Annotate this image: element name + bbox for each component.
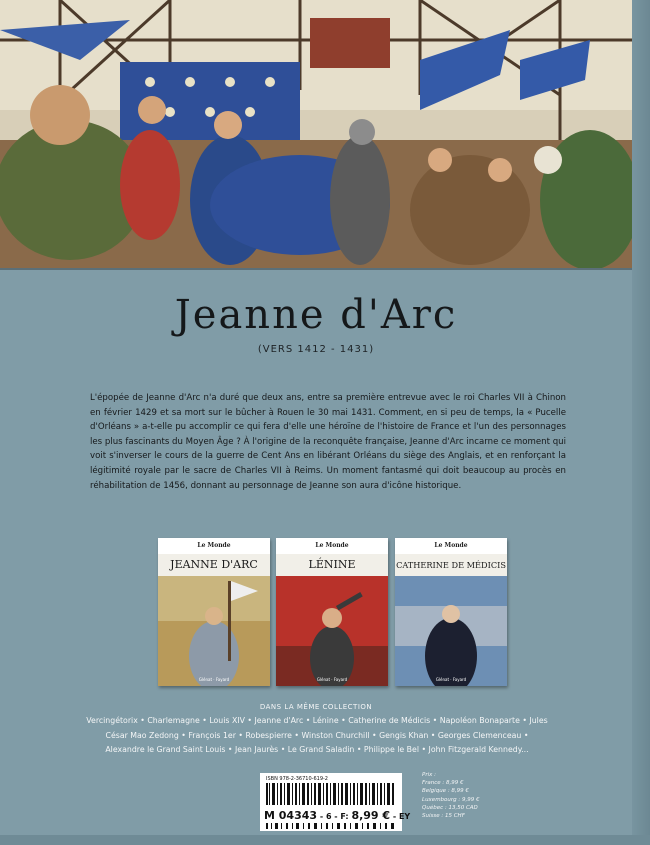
cover-bottom-edge: [0, 835, 650, 845]
barcode-suffix: - 6 - F:: [319, 812, 349, 821]
barcode-end: - EY: [392, 812, 411, 821]
procession-scene: [0, 0, 632, 268]
collection-covers: [0, 538, 632, 688]
price-label: Prix :: [422, 772, 436, 778]
cover-masthead: Le Monde: [158, 538, 270, 554]
price-france: France : 8,99 €: [422, 780, 464, 787]
cover-art-catherine: [395, 576, 507, 686]
cover-edge: [632, 0, 650, 845]
cover-jeanne-darc: [158, 538, 270, 686]
price-quebec: Québec : 13,50 CAD: [422, 804, 478, 811]
cover-masthead: Le Monde: [395, 538, 507, 554]
cover-title: LÉNINE: [308, 558, 356, 571]
cover-title: JEANNE D'ARC: [170, 558, 258, 571]
barcode-bars-small: [266, 823, 394, 829]
cover-publishers: Glénat · Fayard: [316, 677, 348, 682]
cover-publishers: Glénat · Fayard: [435, 677, 467, 682]
cover-illustration: [0, 0, 632, 270]
barcode-line: [264, 809, 410, 822]
cover-title: CATHERINE DE MÉDICIS: [396, 560, 506, 570]
price-list: [422, 771, 479, 820]
cover-masthead: Le Monde: [276, 538, 388, 554]
book-title: Jeanne d'Arc: [174, 292, 458, 338]
isbn: ISBN 978-2-36710-619-2: [266, 776, 328, 782]
barcode-price: 8,99 €: [351, 809, 391, 822]
price-luxembourg: Luxembourg : 9,99 €: [422, 796, 480, 803]
price-suisse: Suisse : 15 CHF: [422, 813, 465, 820]
cover-art-lenine: [276, 576, 388, 686]
cover-lenine: [276, 538, 388, 686]
cover-publishers: Glénat · Fayard: [198, 677, 230, 682]
cover-catherine-de-medicis: [395, 538, 507, 686]
barcode: [260, 773, 411, 831]
collection-list: Vercingétorix • Charlemagne • Louis XIV • Jeanne d'Arc • Lénine • Catherine de Médicis • Napoléon Bonaparte • Jules César Mao Zedong • François 1er • Robespierre • Winston Churchill • Gengis Khan • Georges Clemenceau • Alexandre le Grand Saint Louis • Jean Jaurès • Le Grand Saladin • Philippe le Bel • John Fitzgerald Kennedy...: [86, 716, 548, 754]
price-belgique: Belgique : 8,99 €: [422, 788, 469, 795]
book-dates: (VERS 1412 - 1431): [257, 344, 375, 355]
barcode-code: M 04343: [264, 809, 318, 822]
collection-heading: DANS LA MÊME COLLECTION: [259, 703, 373, 711]
cover-art-jeanne: [158, 576, 270, 686]
book-description: L'épopée de Jeanne d'Arc n'a duré que deux ans, entre sa première entrevue avec le roi Charles VII à Chinon en février 1429 et sa mort sur le bûcher à Rouen le 30 mai 1431. Comment, en si peu de temps, la « Pucelle d'Orléans » a-t-elle pu accomplir ce qui fera d'elle une héroïne de l'histoire de France et l'un des personnages les plus fascinants du Moyen Âge ? À l'origine de la reconquête française, Jeanne d'Arc incarne ce moment qui voit s'inverser le cours de la guerre de Cent Ans en libérant Orléans du siège des Anglais, et en renforçant la légitimité royale par le sacre de Charles VII à Reims. Un moment fantasmé qui doit beaucoup au procès en réhabilitation de 1456, donnant au personnage de Jeanne son aura d'icône historique.: [90, 393, 566, 491]
barcode-bars: [266, 783, 394, 805]
